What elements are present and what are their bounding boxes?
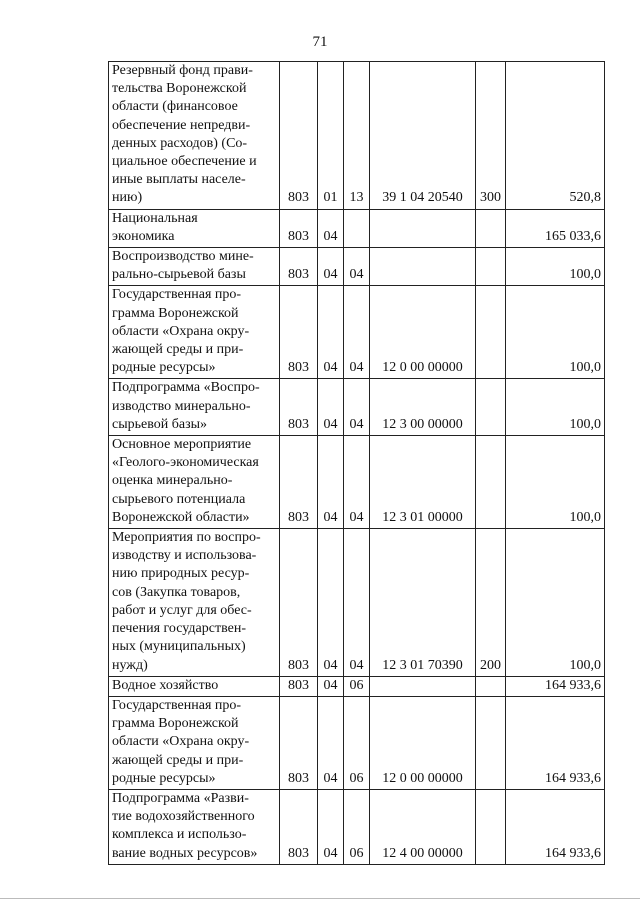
- amount-cell: 164 933,6: [506, 696, 605, 789]
- target-article-cell: [370, 676, 476, 696]
- item-name-line: Резервный фонд прави-: [112, 63, 253, 78]
- table-row: [109, 248, 605, 286]
- table-row: [109, 286, 605, 379]
- target-article-cell: 12 3 00 00000: [370, 379, 476, 436]
- item-name-line: грамма Воронежской: [112, 305, 239, 321]
- item-name-line: области «Охрана окру-: [112, 734, 250, 750]
- item-name-line: нужд): [112, 657, 148, 673]
- target-article-cell: 12 0 00 00000: [370, 696, 476, 789]
- item-name-line: Государственная про-: [112, 287, 242, 303]
- department-code-cell: 803: [280, 696, 318, 789]
- section-cell: 04: [318, 696, 344, 789]
- target-article-cell: 12 4 00 00000: [370, 789, 476, 864]
- target-article-cell: 12 3 01 00000: [370, 436, 476, 529]
- item-name-line: сов (Закупка товаров,: [112, 584, 241, 600]
- item-name-line: жающей среды и при-: [112, 342, 244, 358]
- table-row: [109, 789, 605, 864]
- item-name-line: сырьевой базы»: [112, 416, 207, 432]
- expense-type-cell: 300: [476, 62, 506, 210]
- item-name-line: ных (муниципальных): [112, 639, 246, 655]
- item-name-line: комплекса и использо-: [112, 827, 247, 843]
- table-row: [109, 676, 605, 696]
- subsection-cell: 13: [344, 62, 370, 210]
- item-name-line: жающей среды и при-: [112, 752, 244, 768]
- target-article-cell: 39 1 04 20540: [370, 62, 476, 210]
- item-name-cell: [109, 696, 280, 789]
- expense-type-cell: [476, 789, 506, 864]
- section-cell: 04: [318, 286, 344, 379]
- department-code-cell: 803: [280, 286, 318, 379]
- item-name-line: печения государствен-: [112, 621, 246, 637]
- item-name-line: грамма Воронежской: [112, 716, 239, 732]
- subsection-cell: 04: [344, 286, 370, 379]
- subsection-cell: 04: [344, 436, 370, 529]
- amount-cell: 100,0: [506, 529, 605, 677]
- amount-cell: 165 033,6: [506, 209, 605, 247]
- item-name-cell: [109, 209, 280, 247]
- page-number: 71: [312, 34, 328, 50]
- expense-type-cell: [476, 436, 506, 529]
- item-name-cell: [109, 676, 280, 696]
- department-code-cell: 803: [280, 436, 318, 529]
- item-name-cell: [109, 62, 280, 210]
- target-article-cell: 12 0 00 00000: [370, 286, 476, 379]
- item-name-line: тие водохозяйственного: [112, 809, 255, 825]
- item-name-line: Мероприятия по воспро-: [112, 530, 261, 546]
- item-name-line: Воспроизводство мине-: [112, 249, 254, 265]
- item-name-cell: [109, 286, 280, 379]
- item-name-line: Водное хозяйство: [112, 677, 219, 693]
- item-name-cell: [109, 379, 280, 436]
- expense-type-cell: [476, 286, 506, 379]
- expense-type-cell: [476, 379, 506, 436]
- section-cell: 04: [318, 436, 344, 529]
- subsection-cell: 06: [344, 696, 370, 789]
- table-row: [109, 436, 605, 529]
- item-name-line: изводству и использова-: [112, 548, 257, 564]
- item-name-line: вание водных ресурсов»: [112, 845, 258, 861]
- department-code-cell: 803: [280, 676, 318, 696]
- amount-cell: 164 933,6: [506, 789, 605, 864]
- table-row: [109, 62, 605, 210]
- item-name-line: Подпрограмма «Воспро-: [112, 380, 260, 396]
- item-name-line: тельства Воронежской: [112, 81, 247, 97]
- section-cell: 04: [318, 248, 344, 286]
- section-cell: 04: [318, 379, 344, 436]
- table-row: [109, 379, 605, 436]
- item-name-line: Национальная: [112, 210, 198, 226]
- item-name-line: оценка минерально-: [112, 473, 233, 489]
- section-cell: 04: [318, 789, 344, 864]
- amount-cell: 100,0: [506, 248, 605, 286]
- target-article-cell: [370, 248, 476, 286]
- item-name-line: нию природных ресур-: [112, 566, 250, 582]
- item-name-line: сырьевого потенциала: [112, 491, 246, 507]
- table-row: [109, 529, 605, 677]
- amount-cell: 100,0: [506, 436, 605, 529]
- item-name-line: Подпрограмма «Разви-: [112, 790, 249, 806]
- section-cell: 04: [318, 529, 344, 677]
- item-name-cell: [109, 436, 280, 529]
- item-name-cell: [109, 248, 280, 286]
- department-code-cell: 803: [280, 789, 318, 864]
- expense-type-cell: 200: [476, 529, 506, 677]
- department-code-cell: 803: [280, 62, 318, 210]
- amount-cell: 100,0: [506, 286, 605, 379]
- department-code-cell: 803: [280, 209, 318, 247]
- expense-type-cell: [476, 676, 506, 696]
- target-article-cell: [370, 209, 476, 247]
- item-name-line: родные ресурсы»: [112, 770, 216, 786]
- item-name-line: экономика: [112, 228, 175, 244]
- target-article-cell: 12 3 01 70390: [370, 529, 476, 677]
- budget-table: [108, 61, 605, 865]
- expense-type-cell: [476, 209, 506, 247]
- amount-cell: 520,8: [506, 62, 605, 210]
- item-name-line: изводство минерально-: [112, 398, 251, 414]
- section-cell: 01: [318, 62, 344, 210]
- subsection-cell: 06: [344, 789, 370, 864]
- item-name-line: денных расходов) (Со-: [112, 135, 248, 151]
- item-name-line: области (финансовое: [112, 99, 238, 115]
- subsection-cell: 06: [344, 676, 370, 696]
- item-name-line: родные ресурсы»: [112, 360, 216, 376]
- subsection-cell: 04: [344, 248, 370, 286]
- subsection-cell: 04: [344, 379, 370, 436]
- item-name-line: работ и услуг для обес-: [112, 602, 252, 618]
- table-row: [109, 209, 605, 247]
- table-row: [109, 696, 605, 789]
- amount-cell: 164 933,6: [506, 676, 605, 696]
- section-cell: 04: [318, 209, 344, 247]
- item-name-cell: [109, 529, 280, 677]
- item-name-line: области «Охрана окру-: [112, 323, 250, 339]
- item-name-line: нию): [112, 190, 143, 206]
- department-code-cell: 803: [280, 529, 318, 677]
- table-body: [109, 62, 605, 865]
- item-name-line: «Геолого-экономическая: [112, 455, 259, 471]
- item-name-line: Основное мероприятие: [112, 437, 252, 453]
- item-name-line: иные выплаты населе-: [112, 172, 246, 188]
- expense-type-cell: [476, 248, 506, 286]
- expense-type-cell: [476, 696, 506, 789]
- section-cell: 04: [318, 676, 344, 696]
- item-name-line: обеспечение непредви-: [112, 117, 251, 133]
- item-name-line: Воронежской области»: [112, 509, 250, 525]
- page-bottom-rule: [0, 898, 640, 899]
- department-code-cell: 803: [280, 248, 318, 286]
- subsection-cell: 04: [344, 529, 370, 677]
- item-name-line: циальное обеспечение и: [112, 154, 257, 170]
- amount-cell: 100,0: [506, 379, 605, 436]
- item-name-line: рально-сырьевой базы: [112, 267, 246, 283]
- item-name-line: Государственная про-: [112, 697, 242, 713]
- item-name-cell: [109, 789, 280, 864]
- department-code-cell: 803: [280, 379, 318, 436]
- subsection-cell: [344, 209, 370, 247]
